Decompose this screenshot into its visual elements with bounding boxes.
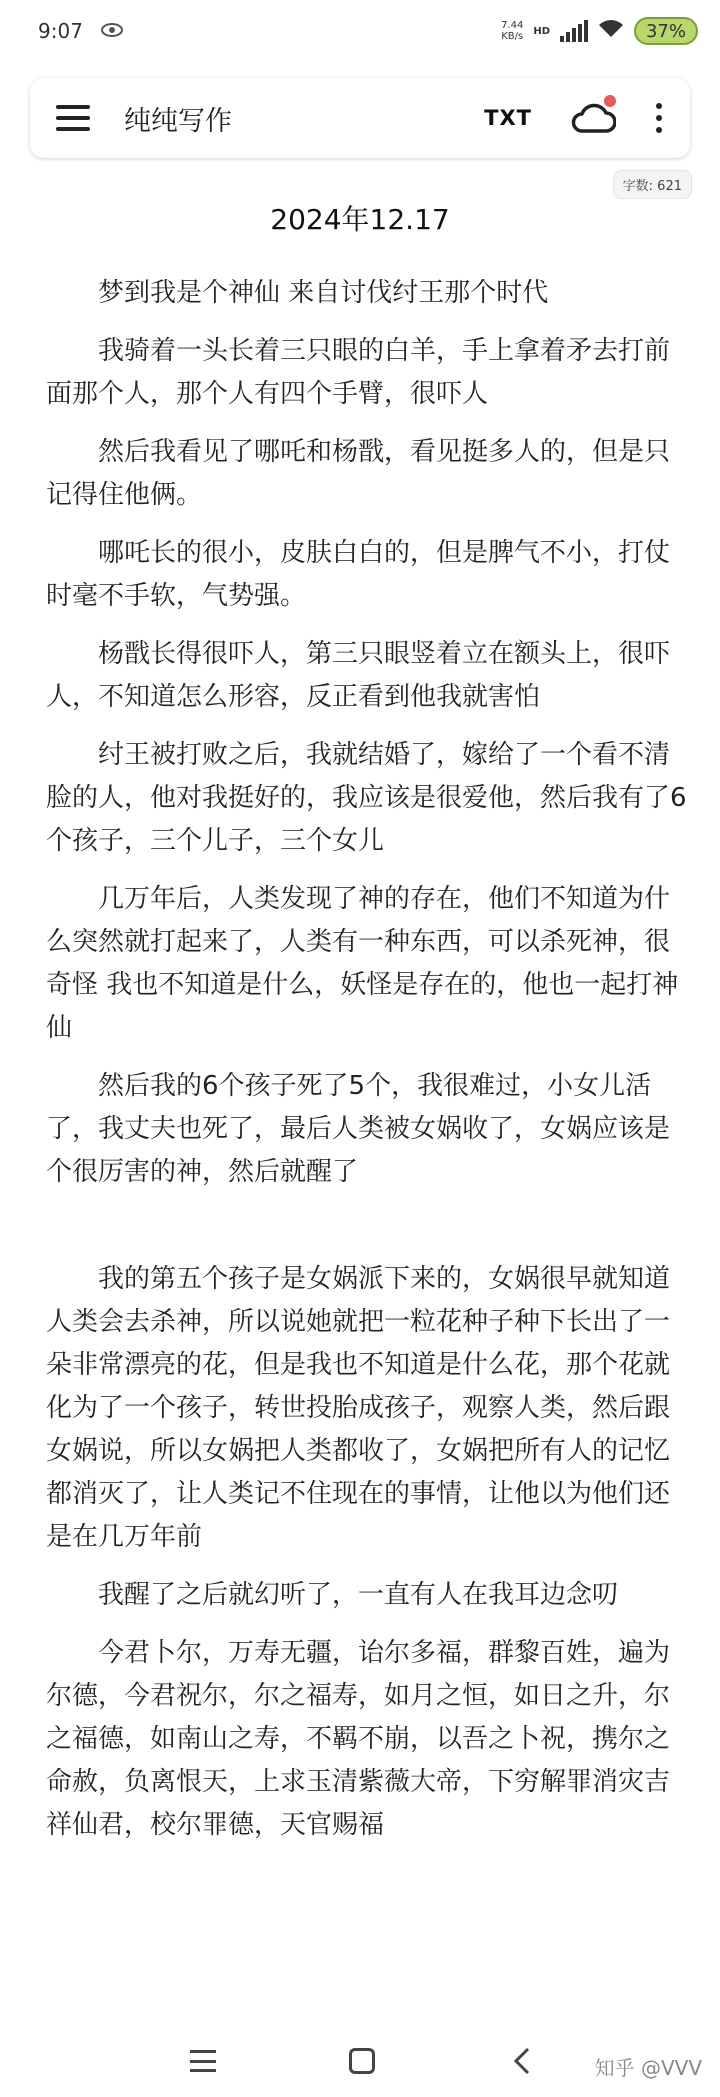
status-time: 9:07 <box>38 19 83 43</box>
paragraph: 哪吒长的很小，皮肤白白的，但是脾气不小，打仗时毫不手软，气势强。 <box>46 538 671 611</box>
paragraph: 我的第五个孩子是女娲派下来的，女娲很早就知道人类会去杀神，所以说她就把一粒花种子种下长出了一朵非常漂亮的花，但是我也不知道是什么花，那个花就化为了一个孩子，转世投胎成孩子，观察人类，然后跟女娲说，所以女娲把人类都收了，女娲把所有人的记忆都消灭了，让人类记不住现在的事情，让他以为他们还是在几万年前 <box>46 1264 671 1552</box>
paragraph: 杨戬长得很吓人，第三只眼竖着立在额头上，很吓人，不知道怎么形容，反正看到他我就害怕 <box>46 639 671 712</box>
app-actions <box>484 101 664 135</box>
app-title: 纯纯写作 <box>124 105 232 137</box>
status-left <box>38 19 123 43</box>
paragraph: 然后我看见了哪吒和杨戬，看见挺多人的，但是只记得住他俩。 <box>46 437 671 510</box>
paragraph: 然后我的6个孩子死了5个，我很难过，小女儿活了，我丈夫也死了，最后人类被女娲收了，女娲应该是个很厉害的神，然后就醒了 <box>46 1071 671 1187</box>
app-bar <box>30 78 690 158</box>
battery-percent: 37% <box>645 20 686 42</box>
paragraph: 我醒了之后就幻听了，一直有人在我耳边念叨 <box>98 1580 619 1610</box>
menu-icon[interactable] <box>56 105 90 131</box>
net-speed: 7.44 KB/s <box>501 20 524 42</box>
home-icon[interactable] <box>349 2048 375 2074</box>
cloud-sync-button[interactable] <box>570 101 616 135</box>
navigation-bar <box>0 2030 720 2097</box>
watermark: 知乎 @VVV <box>594 2056 702 2080</box>
paragraph: 今君卜尔，万寿无疆，诒尔多福，群黎百姓，遍为尔德，今君祝尔，尔之福寿，如月之恒，如日之升，尔之福德，如南山之寿，不羁不崩，以吾之卜祝，携尔之命赦，负离恨天，上求玉清紫薇大帝，下穷解罪消灾吉祥仙君，校尔罪德，天官赐福 <box>46 1638 671 1840</box>
hd-badge: HD <box>533 25 550 37</box>
signal-icon <box>560 20 588 42</box>
paragraph: 几万年后，人类发现了神的存在，他们不知道为什么突然就打起来了，人类有一种东西，可以杀死神，很奇怪 我也不知道是什么，妖怪是存在的，他也一起打神仙 <box>46 884 679 1043</box>
status-bar <box>0 0 720 62</box>
paragraph: 梦到我是个神仙 来自讨伐纣王那个时代 <box>98 278 549 308</box>
paragraph: 纣王被打败之后，我就结婚了，嫁给了一个看不清脸的人，他对我挺好的，我应该是很爱他，然后我有了6个孩子，三个儿子，三个女儿 <box>46 740 687 856</box>
status-right <box>501 17 698 45</box>
paragraph: 我骑着一头长着三只眼的白羊，手上拿着矛去打前面那个人，那个人有四个手臂，很吓人 <box>46 336 671 409</box>
back-icon[interactable] <box>510 2046 536 2076</box>
recent-apps-icon[interactable] <box>190 2050 216 2072</box>
battery-icon <box>634 17 698 45</box>
document-body[interactable] <box>46 272 692 1862</box>
eye-icon <box>101 19 123 43</box>
txt-export-button[interactable]: TXT <box>484 106 532 130</box>
notification-dot <box>604 95 616 107</box>
word-count-badge: 字数: 621 <box>613 170 692 199</box>
wifi-icon <box>598 19 624 44</box>
more-vert-icon[interactable] <box>654 103 664 133</box>
document-title[interactable]: 2024年12.17 <box>270 203 450 236</box>
